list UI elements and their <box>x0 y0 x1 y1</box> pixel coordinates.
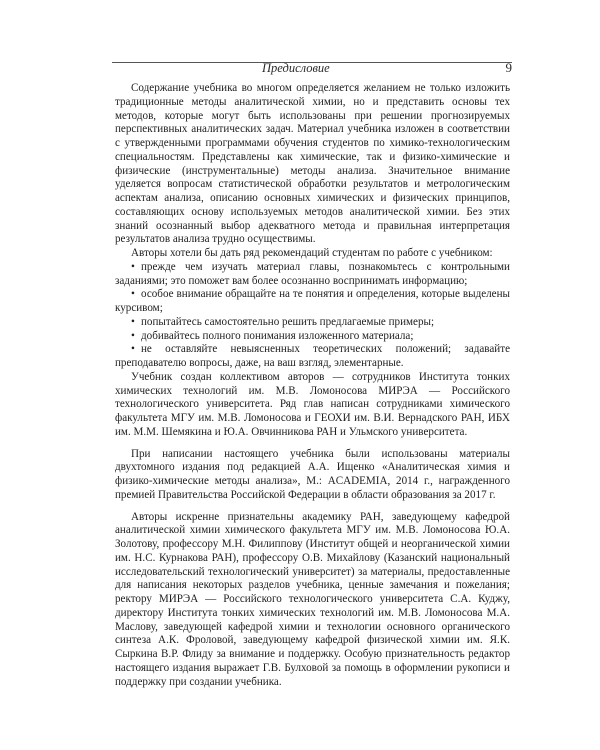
list-item-text: прежде чем изучать материал главы, познакомьтесь с контрольными заданиями; это поможет вам более осознанно воспринимать информацию; <box>115 260 510 287</box>
list-item-text: особое внимание обращайте на те понятия и определения, которые выделены курсивом; <box>115 288 510 314</box>
paragraph-intro: Содержание учебника во многом определяется желанием не только изложить традиционные методы аналитической химии, но и представить основы тех методов, которые могут быть использованы при решении прогнозируемых перспективных аналитических задач. Материал учебника изложен в соответствии с утвержденными программами обучения студентов по химико-технологическим специальностям. Представлены как химические, так и физико-химические и физические (инструментальные) методы анализа. Значительное внимание уделяется вопросам статистической обработки результатов и метрологическим аспектам анализа, описанию основных химических и физических принципов, составляющих основу используемых методов аналитической химии. Без этих знаний осознанный выбор адекватного метода и правильная интерпретация результатов анализа трудно осуществимы. <box>115 82 510 246</box>
list-item <box>115 261 510 289</box>
list-item <box>115 343 510 371</box>
paragraph-sources: При написании настоящего учебника были использованы материалы двухтомного издания под редакцией А.А. Ищенко «Аналитическая химия и физико-химические методы анализа», М.: ACADEMIA, 2014 г., награжденного премией Правительства Российской Федерации в области образования за 2017 г. <box>115 447 510 501</box>
running-header <box>112 60 512 75</box>
page-number: 9 <box>505 60 512 75</box>
list-item-text: не оставляйте невыясненных теоретических положений; задавайте преподавателю вопросы, даже, на ваш взгляд, элементарные. <box>115 343 510 369</box>
list-item-text: попытайтесь самостоятельно решить предлагаемые примеры; <box>141 315 435 328</box>
main-text <box>115 82 510 689</box>
bullet-icon: • <box>131 315 135 328</box>
bullet-icon: • <box>131 343 135 356</box>
recommendations-list <box>115 261 510 371</box>
list-item <box>115 316 510 330</box>
list-item <box>115 288 510 316</box>
list-item <box>115 330 510 344</box>
paragraph-acknowledgements: Авторы искренне признательны академику РАН, заведующему кафедрой аналитической химии химического факультета МГУ им. М.В. Ломоносова Ю.А. Золотову, профессору М.Н. Филиппову (Институт общей и неорганической химии им. Н.С. Курнакова РАН), профессору О.В. Михайлову (Казанский национальный исследовательский технологический университет) за материалы, предоставленные для написания некоторых разделов учебника, ценные замечания и пожелания; ректору МИРЭА — Российского технологического университета С.А. Куджу, директору Института тонких химических технологий им. М.В. Ломоносова М.А. Маслову, заведующей кафедрой химии и технологии основного органического синтеза А.К. Фроловой, заведующему кафедрой физической химии им. Я.К. Сыркина В.Р. Флиду за внимание и поддержку. Особую признательность редактор настоящего издания выражает Г.В. Булховой за помощь в оформлении рукописи и поддержку при создании учебника. <box>115 510 510 688</box>
paragraph-authors: Учебник создан коллективом авторов — сотрудников Института тонких химических технологий им. М.В. Ломоносова МИРЭА — Российского технологического университета. Ряд глав написан сотрудниками химического факультета МГУ им. М.В. Ломоносова и ГЕОХИ им. В.И. Вернадского РАН, ИБХ им. М.М. Шемякина и Ю.А. Овчинникова РАН и Ульмского университета. <box>115 370 510 438</box>
bullet-icon: • <box>131 329 135 342</box>
bullet-icon: • <box>131 260 135 273</box>
list-item-text: добивайтесь полного понимания изложенного материала; <box>141 329 414 342</box>
running-title: Предисловие <box>262 61 330 75</box>
paragraph-recommendations-lead: Авторы хотели бы дать ряд рекомендаций студентам по работе с учебником: <box>131 247 493 259</box>
bullet-icon: • <box>131 288 135 301</box>
